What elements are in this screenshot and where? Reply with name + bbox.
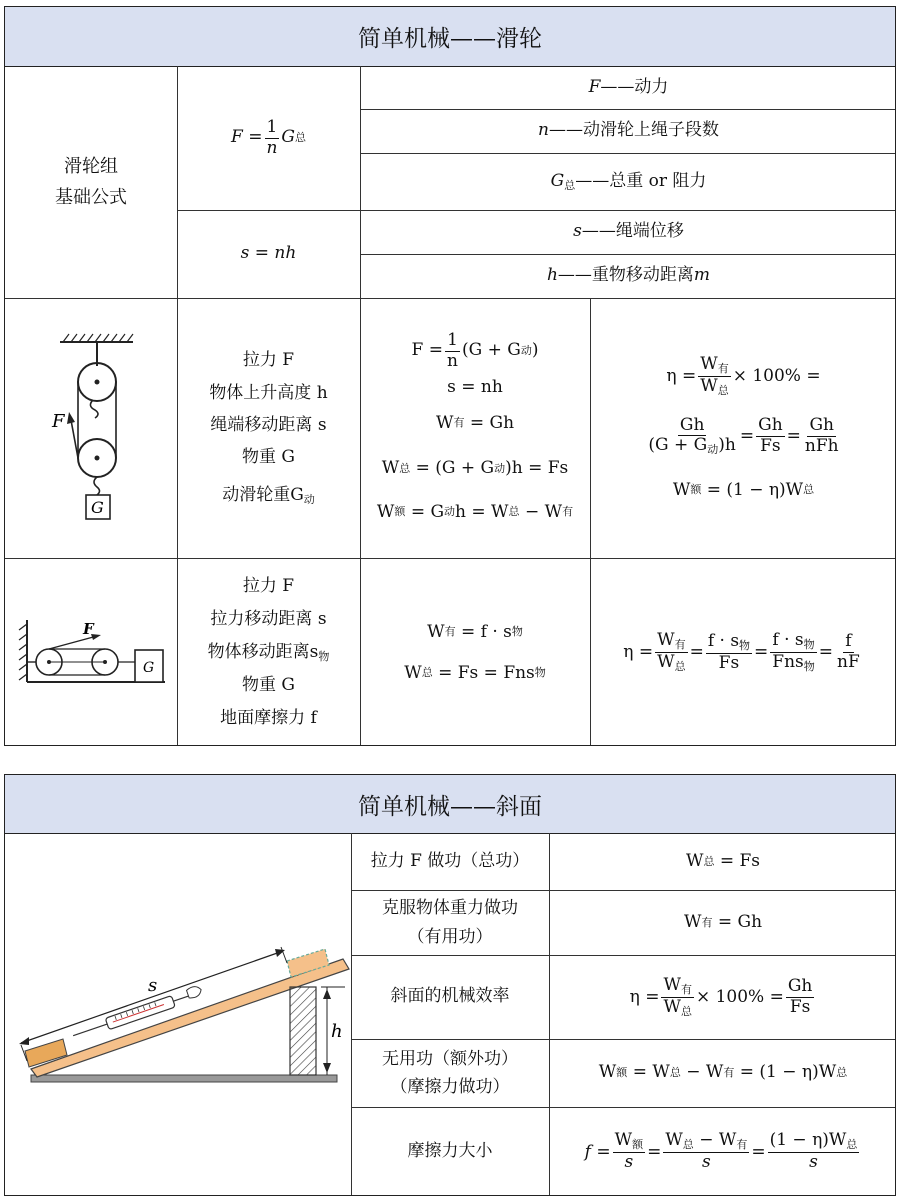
def-segments: n——动滑轮上绳子段数: [538, 120, 719, 141]
fig1-force-label: F: [52, 411, 65, 432]
vertical-variables: 拉力 F 物体上升高度 h 绳端移动距离 s 物重 G 动滑轮重$G_动$: [209, 350, 328, 507]
incline-figure: [5, 833, 351, 1197]
fig-height-label: h: [331, 1021, 343, 1042]
row-extra-work-label: 无用功（额外功） （摩擦力做功）: [382, 1048, 518, 1097]
vertical-efficiency: η = $\frac{W_有}{W_总}$ × 100% = $\frac{Gh}{(G + G_动)h}$ = $\frac{Gh}{Fs}$ = $\frac{Gh}{\text{nFh}}$ W 额 = (1 − η)W 总: [648, 354, 839, 500]
pulley-table: [4, 6, 896, 746]
fig2-weight-label: G: [143, 660, 155, 676]
fig1-weight-label: G: [91, 498, 104, 517]
incline-table: [4, 774, 896, 1196]
def-lift-distance: h——重物移动距离m: [546, 265, 711, 286]
def-total-weight: $G_总——$总重 or 阻力: [550, 170, 707, 192]
horizontal-variables: 拉力 F 拉力移动距离 s 物体移动距离$s_物$ 物重 G 地面摩擦力 f: [207, 575, 330, 729]
fig-slope-label: s: [148, 975, 158, 996]
vertical-formulas: F = $\frac{1}{n}$ (G + G 动 ) s = nh W 有 = Gh W 总 = (G + G 动 )h = Fs W 额 = G 动 h = W 总 − W 有: [376, 329, 574, 522]
row-friction-formula: f = $\frac{W_额}{s}$ = $\frac{W_总 - W_有}{s}$ = $\frac{(1 - \eta)W_总}{s}$: [584, 1130, 858, 1173]
fig2-force-label: F: [83, 620, 94, 638]
horizontal-efficiency: η = $\frac{W_有}{W_总}$ = $\frac{f \cdot s_物}{Fs}$ = $\frac{f \cdot s_物}{Fns_物}$ = $\frac{f}{nF}$: [623, 630, 860, 673]
vertical-pulley-figure: [5, 298, 177, 558]
row-friction-label: 摩擦力大小: [407, 1141, 493, 1162]
horizontal-formulas: W 有 = f · s 物 W 总 = Fs = Fns 物: [404, 621, 546, 683]
def-rope-displacement: s——绳端位移: [573, 221, 684, 242]
def-force: F——动力: [588, 76, 669, 97]
row-efficiency-label: 斜面的机械效率: [390, 986, 510, 1007]
pulley-table-title: 简单机械——滑轮: [5, 7, 895, 67]
row-efficiency-formula: η = $\frac{W_有}{W_总}$ × 100% = $\frac{Gh}{Fs}$: [629, 974, 813, 1018]
row-useful-work-label: 克服物体重力做功 （有用功）: [382, 898, 518, 947]
row-extra-work-formula: W 额 = W 总 − W 有 = (1 − η)W 总: [598, 1062, 848, 1083]
formula-displacement: s = nh: [240, 243, 297, 264]
row-total-work-label: 拉力 F 做功（总功）: [370, 850, 530, 871]
row-total-work-formula: W 总 = Fs: [685, 850, 761, 871]
row-useful-work-formula: W 有 = Gh: [683, 911, 763, 932]
basic-formula-label: 滑轮组 基础公式: [55, 155, 127, 208]
horizontal-pulley-figure: [5, 558, 177, 747]
formula-force: F = $\frac{1}{n}$ G 总: [231, 116, 306, 158]
incline-table-title: 简单机械——斜面: [5, 775, 895, 834]
